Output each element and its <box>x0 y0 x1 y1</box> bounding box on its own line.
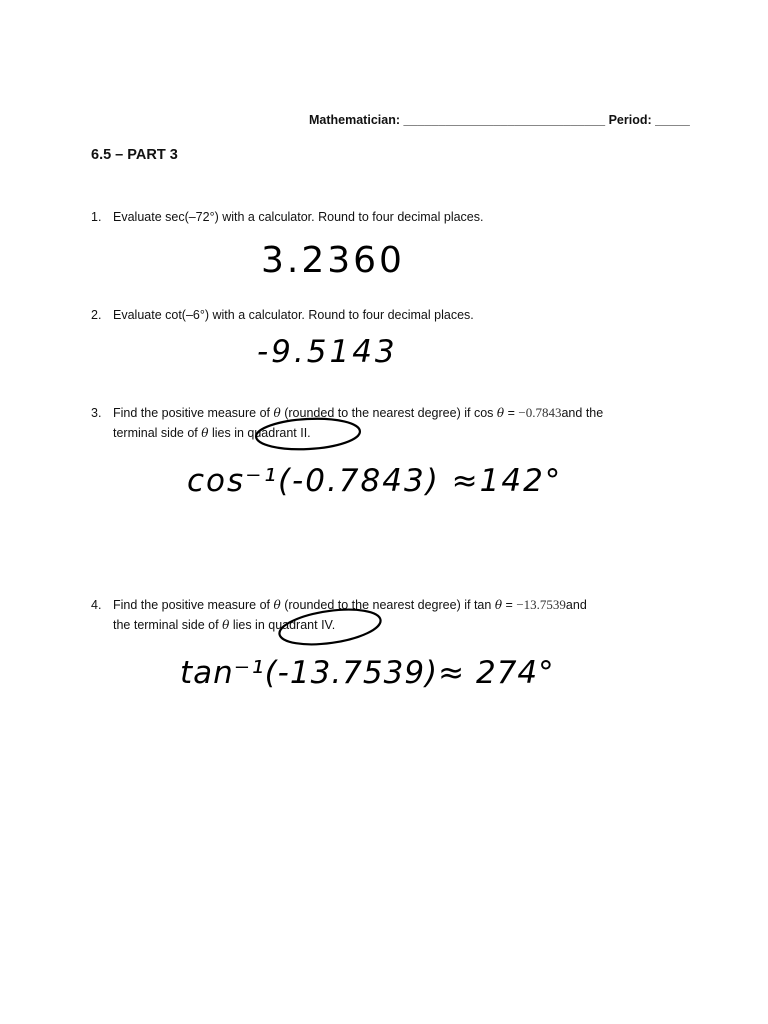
cos-value: −0.7843 <box>518 405 562 420</box>
handwritten-answer-1: 3.2360 <box>261 240 405 281</box>
question-number: 4. <box>91 598 102 612</box>
theta-symbol: θ <box>496 406 505 420</box>
theta-symbol: θ <box>273 598 281 612</box>
question-text: Evaluate sec(–72°) with a calculator. Round to four decimal places. <box>113 210 484 224</box>
mathematician-blank: _____________________________ <box>403 113 606 127</box>
mathematician-label: Mathematician: <box>309 113 400 127</box>
question-text-part: lies in quadrant IV. <box>232 618 336 632</box>
handwritten-answer-4: tan⁻¹(-13.7539)≈ 274° <box>180 655 555 691</box>
question-text-part: Find the positive measure of <box>113 406 271 420</box>
question-number: 2. <box>91 308 102 322</box>
question-text-part: the terminal side of <box>113 618 219 632</box>
theta-symbol: θ <box>201 426 209 440</box>
circle-quadrant-iv <box>277 604 382 650</box>
question-text-part: and the <box>561 406 604 420</box>
theta-symbol: θ <box>222 618 230 632</box>
handwritten-answer-2: -9.5143 <box>257 334 398 370</box>
question-text-part: Find the positive measure of <box>113 598 271 612</box>
question-text-part: and <box>565 598 587 612</box>
theta-symbol: θ <box>273 406 281 420</box>
circle-quadrant-ii <box>255 416 360 451</box>
period-label: Period: <box>608 113 652 127</box>
theta-symbol: θ <box>494 598 503 612</box>
equals-sign: = <box>505 598 513 612</box>
question-text-part: lies in quadrant II. <box>211 426 311 440</box>
question-number: 3. <box>91 406 102 420</box>
question-text: Evaluate cot(–6°) with a calculator. Round to four decimal places. <box>113 308 474 322</box>
question-number: 1. <box>91 210 102 224</box>
question-text-part: terminal side of <box>113 426 198 440</box>
question-text-part: (rounded to the nearest degree) if tan <box>284 598 492 612</box>
question-text-part: (rounded to the nearest degree) if cos <box>284 406 494 420</box>
section-title: 6.5 – PART 3 <box>91 147 178 163</box>
tan-value: −13.7539 <box>516 597 566 612</box>
equals-sign: = <box>507 406 515 420</box>
period-blank: _____ <box>655 113 690 127</box>
handwritten-answer-3: cos⁻¹(-0.7843) ≈142° <box>187 463 563 499</box>
